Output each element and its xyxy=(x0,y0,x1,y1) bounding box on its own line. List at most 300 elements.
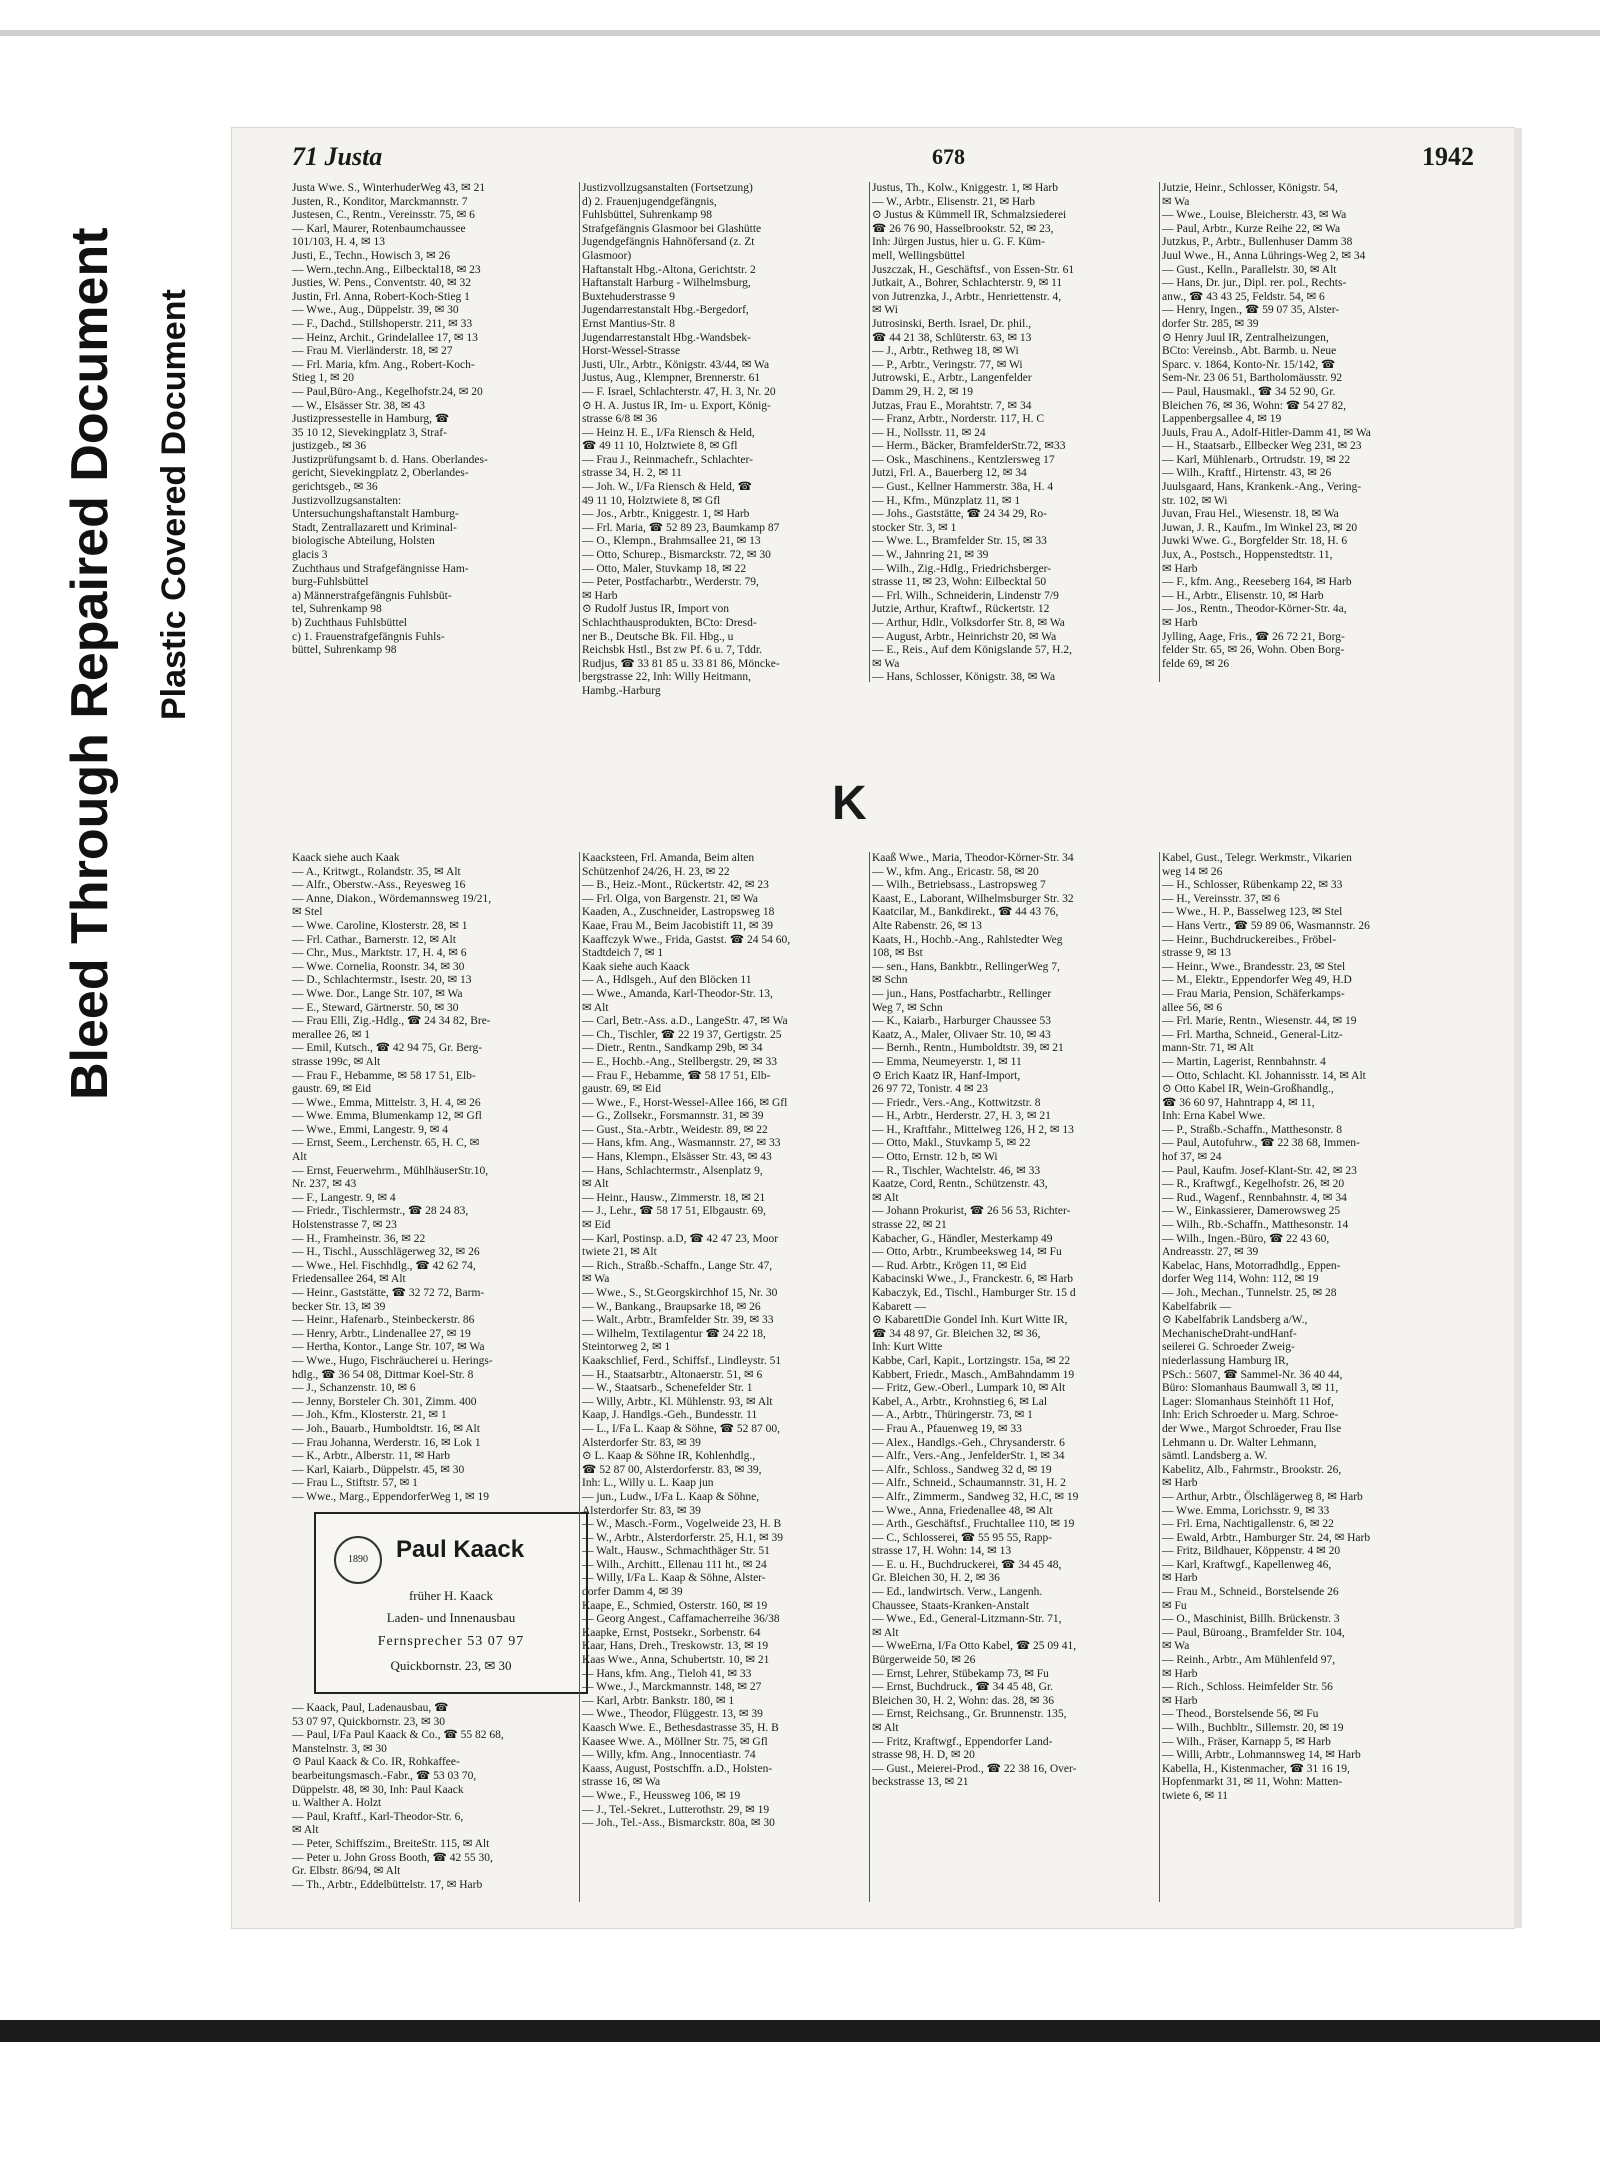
company-seal-icon: 1890 xyxy=(334,1536,382,1584)
directory-entry-line: Alsterdorfer Str. 83, ✉ 39 xyxy=(582,1504,701,1517)
directory-entry-line: gaustr. 69, ✉ Eid xyxy=(292,1083,371,1096)
directory-entry-line: Inh: L., Willy u. L. Kaap jun xyxy=(582,1477,714,1490)
directory-entry-line: Horst-Wessel-Strasse xyxy=(582,345,681,358)
directory-entry-line: — Reinh., Arbtr., Am Mühlenfeld 97, xyxy=(1162,1654,1336,1667)
directory-entry-line: — Heinr., Gaststätte, ☎ 32 72 72, Barm- xyxy=(292,1287,485,1299)
directory-entry-line: — Franz, Arbtr., Norderstr. 117, H. C xyxy=(872,413,1045,426)
directory-entry-line: — Walt., Hausw., Schmachthäger Str. 51 xyxy=(582,1545,770,1558)
directory-entry-line: ⊙ KabarettDie Gondel Inh. Kurt Witte IR, xyxy=(872,1314,1068,1327)
directory-entry-line: ☎ 36 60 97, Hahntrapp 4, ✉ 11, xyxy=(1162,1096,1315,1109)
directory-entry-line: — Georg Angest., Caffamacherreihe 36/38 xyxy=(582,1613,780,1626)
scan-bottom-edge xyxy=(0,2020,1600,2042)
directory-entry-line: — Wwe. L., Bramfelder Str. 15, ✉ 33 xyxy=(872,535,1047,548)
directory-entry-line: ⊙ Otto Kabel IR, Wein-Großhandlg., xyxy=(1162,1083,1334,1096)
directory-entry-line: Kaatze, Cord, Rentn., Schützenstr. 43, xyxy=(872,1178,1048,1191)
directory-entry-line: — Gust., Kellner Hammerstr. 38a, H. 4 xyxy=(872,481,1054,494)
directory-entry-line: — Rich., Schloss. Heimfelder Str. 56 xyxy=(1162,1681,1333,1694)
directory-entry-line: Jutzi, Frl. A., Bauerberg 12, ✉ 34 xyxy=(872,467,1027,480)
directory-entry-line: — Frau Elli, Zig.-Hdlg., ☎ 24 34 82, Bre- xyxy=(292,1015,491,1028)
directory-entry-line: — Theod., Borstelsende 56, ✉ Fu xyxy=(1162,1708,1319,1721)
directory-entry-line: — H., Framheinstr. 36, ✉ 22 xyxy=(292,1232,426,1245)
directory-entry-line: — G., Zollsekr., Forsmannstr. 31, ✉ 39 xyxy=(582,1110,764,1123)
directory-entry-line: Kabel, A., Arbtr., Krohnstieg 6, ✉ Lal xyxy=(872,1395,1048,1408)
directory-entry-line: Justizpressestelle in Hamburg, ☎ xyxy=(292,413,450,426)
directory-entry-line: — Ernst, Feuerwehrm., MühlhäuserStr.10, xyxy=(292,1164,489,1177)
directory-entry-line: Gr. Elbstr. 86/94, ✉ Alt xyxy=(292,1865,401,1878)
directory-entry-line: — Otto, Maler, Stuvkamp 18, ✉ 22 xyxy=(582,562,747,575)
directory-entry-line: ✉ Wa xyxy=(872,657,900,670)
directory-entry-line: merallee 26, ✉ 1 xyxy=(292,1028,370,1041)
directory-entry-line: — Frl. Maria, kfm. Ang., Robert-Koch- xyxy=(292,358,475,371)
directory-entry-line: 26 97 72, Tonistr. 4 ✉ 23 xyxy=(872,1083,988,1096)
directory-entry-line: Jutzkus, P., Arbtr., Bullenhuser Damm 38 xyxy=(1162,236,1353,249)
directory-entry-line: — Hans Vertr., ☎ 59 89 06, Wasmannstr. 26 xyxy=(1162,919,1370,932)
directory-entry-line: Sem-Nr. 23 06 51, Bartholomäusstr. 92 xyxy=(1162,372,1343,385)
directory-entry-line: strasse 16, ✉ Wa xyxy=(582,1776,661,1789)
directory-entry-line: — Joh., Mechan., Tunnelstr. 25, ✉ 28 xyxy=(1162,1287,1337,1299)
directory-entry-line: glacis 3 xyxy=(292,549,328,562)
directory-entry-line: ✉ Schn xyxy=(872,974,908,987)
directory-entry-line: — Karl, Arbtr. Bankstr. 180, ✉ 1 xyxy=(582,1694,735,1707)
directory-entry-line: Kabacher, G., Händler, Mesterkamp 49 xyxy=(872,1232,1053,1245)
bottom-column-3 xyxy=(872,852,1157,1912)
directory-entry-line: Juul Wwe., H., Anna Lührings-Weg 2, ✉ 34 xyxy=(1162,249,1366,262)
ad-company-name: Paul Kaack xyxy=(396,1536,525,1563)
directory-entry-line: — Jos., Arbtr., Kniggestr. 1, ✉ Harb xyxy=(582,508,750,521)
directory-entry-line: — Alfr., Schloss., Sandweg 32 d, ✉ 19 xyxy=(872,1463,1052,1476)
directory-entry-line: Kabella, H., Kistenmacher, ☎ 31 16 19, xyxy=(1162,1762,1350,1775)
directory-entry-line: Kabacinski Wwe., J., Franckestr. 6, ✉ Harb xyxy=(872,1273,1074,1286)
directory-entry-line: — Rich., Straßb.-Schaffn., Lange Str. 47, xyxy=(582,1259,773,1272)
directory-entry-line: — August, Arbtr., Heinrichstr 20, ✉ Wa xyxy=(872,630,1057,643)
scan-top-edge xyxy=(0,30,1600,36)
directory-entry-line: mann-Str. 71, ✉ Alt xyxy=(1162,1042,1254,1055)
directory-entry-line: ⊙ Erich Kaatz IR, Hanf-Import, xyxy=(872,1069,1021,1082)
bottom-column-1-continued xyxy=(292,1702,577,1912)
directory-entry-line: Justa Wwe. S., WinterhuderWeg 43, ✉ 21 xyxy=(292,182,486,194)
directory-entry-line: Kaack siehe auch Kaak xyxy=(292,852,400,864)
directory-entry-line: — Fritz, Kraftwgf., Eppendorfer Land- xyxy=(872,1735,1053,1748)
page-edge xyxy=(1514,128,1522,1928)
directory-entry-line: becker Str. 13, ✉ 39 xyxy=(292,1300,386,1313)
directory-entry-line: Kaaffczyk Wwe., Frida, Gastst. ☎ 24 54 60, xyxy=(582,933,791,946)
directory-entry-line: — Friedr., Tischlermstr., ☎ 28 24 83, xyxy=(292,1205,469,1218)
directory-entry-line: — Wwe., S., St.Georgskirchhof 15, Nr. 30 xyxy=(582,1287,778,1299)
directory-entry-line: — sen., Hans, Bankbtr., RellingerWeg 7, xyxy=(872,960,1060,973)
directory-entry-line: — Wwe., F., Horst-Wessel-Allee 166, ✉ Gfl xyxy=(582,1096,788,1109)
directory-entry-line: — Otto, Arbtr., Krumbeeksweg 14, ✉ Fu xyxy=(872,1246,1062,1259)
directory-entry-line: — Willy, Arbtr., Kl. Mühlenstr. 93, ✉ Alt xyxy=(582,1395,773,1408)
directory-entry-line: — Wwe., Theodor, Flüggestr. 13, ✉ 39 xyxy=(582,1708,763,1721)
directory-entry-line: — Peter, Postfacharbtr., Werderstr. 79, xyxy=(582,576,759,589)
directory-entry-line: Kaacksteen, Frl. Amanda, Beim alten xyxy=(582,852,755,864)
directory-entry-line: Lehmann u. Dr. Walter Lehmann, xyxy=(1162,1436,1317,1449)
directory-entry-line: — Karl, Kaiarb., Düppelstr. 45, ✉ 30 xyxy=(292,1463,465,1476)
directory-entry-line: ✉ Alt xyxy=(582,1178,609,1191)
directory-entry-line: ✉ Harb xyxy=(1162,1694,1198,1707)
directory-entry-line: — Frl. Marie, Rentn., Wiesenstr. 44, ✉ 19 xyxy=(1162,1015,1357,1028)
directory-entry-line: Jutkait, A., Bohrer, Schlachterstr. 9, ✉ 11 xyxy=(872,277,1063,290)
directory-entry-line: — Otto, Makl., Stuvkamp 5, ✉ 22 xyxy=(872,1137,1031,1150)
directory-entry-line: — O., Maschinist, Billh. Brückenstr. 3 xyxy=(1162,1613,1340,1626)
directory-entry-line: — Wwe. Caroline, Klosterstr. 28, ✉ 1 xyxy=(292,919,468,932)
directory-entry-line: ✉ Wa xyxy=(1162,195,1190,208)
directory-entry-line: — Wilh., Zig.-Hdlg., Friedrichsberger- xyxy=(872,562,1052,575)
directory-entry-line: Fuhlsbüttel, Suhrenkamp 98 xyxy=(582,209,713,222)
directory-entry-line: — Otto, Schurep., Bismarckstr. 72, ✉ 30 xyxy=(582,549,771,562)
directory-entry-line: — F., kfm. Ang., Reeseberg 164, ✉ Harb xyxy=(1162,576,1352,589)
directory-entry-line: ☎ 52 87 00, Alsterdorferstr. 83, ✉ 39, xyxy=(582,1463,762,1476)
directory-entry-line: 101/103, H. 4, ✉ 13 xyxy=(292,236,386,249)
directory-entry-line: hdlg., ☎ 36 54 08, Dittmar Koel-Str. 8 xyxy=(292,1368,474,1381)
directory-entry-line: — Paul, Autofuhrw., ☎ 22 38 68, Immen- xyxy=(1162,1137,1360,1150)
directory-entry-line: — Wwe., Hugo, Fischräucherei u. Herings- xyxy=(292,1354,493,1367)
directory-entry-line: Inh: Jürgen Justus, hier u. G. F. Küm- xyxy=(872,236,1045,249)
directory-entry-line: Büro: Slomanhaus Baumwall 3, ✉ 11, xyxy=(1162,1382,1339,1395)
directory-entry-line: — M., Elektr., Eppendorfer Weg 49, H.D xyxy=(1162,974,1352,987)
directory-entry-line: Justesen, C., Rentn., Vereinsstr. 75, ✉ 6 xyxy=(292,209,475,222)
column-rule xyxy=(579,182,580,682)
directory-entry-line: — J., Lehr., ☎ 58 17 51, Elbgaustr. 69, xyxy=(582,1205,766,1218)
directory-entry-line: — Wwe., Anna, Friedenallee 48, ✉ Alt xyxy=(872,1504,1053,1517)
directory-entry-line: — Kaack, Paul, Ladenausbau, ☎ xyxy=(292,1702,449,1714)
directory-entry-line: Inh: Kurt Witte xyxy=(872,1341,943,1354)
directory-entry-line: — Frl. Erna, Nachtigallenstr. 6, ✉ 22 xyxy=(1162,1518,1334,1531)
directory-entry-line: — Karl, Kraftwgf., Kapellenweg 46, xyxy=(1162,1558,1332,1571)
directory-entry-line: — Dietr., Rentn., Sandkamp 29b, ✉ 34 xyxy=(582,1042,763,1055)
directory-entry-line: — Heinz H. E., I/Fa Riensch & Held, xyxy=(582,426,755,439)
directory-entry-line: — F. Israel, Schlachterstr. 47, H. 3, Nr. 20 xyxy=(582,385,776,398)
column-rule xyxy=(1159,182,1160,682)
directory-entry-line: — Ernst, Lehrer, Stübekamp 73, ✉ Fu xyxy=(872,1667,1049,1680)
directory-entry-line: ✉ Wa xyxy=(1162,1640,1190,1653)
directory-entry-line: ✉ Harb xyxy=(1162,1667,1198,1680)
directory-entry-line: hof 37, ✉ 24 xyxy=(1162,1151,1222,1164)
directory-entry-line: — W., Jahnring 21, ✉ 39 xyxy=(872,549,989,562)
directory-entry-line: Juuls, Frau A., Adolf-Hitler-Damm 41, ✉ Wa xyxy=(1162,426,1371,439)
directory-entry-line: Alsterdorfer Str. 83, ✉ 39 xyxy=(582,1436,701,1449)
directory-entry-line: — W., Arbtr., Elisenstr. 21, ✉ Harb xyxy=(872,195,1035,208)
directory-entry-line: a) Männerstrafgefängnis Fuhlsbüt- xyxy=(292,589,452,602)
bottom-column-1 xyxy=(292,852,577,1503)
directory-entry-line: — Rud. Arbtr., Krögen 11, ✉ Eid xyxy=(872,1259,1027,1272)
directory-entry-line: mell, Wellingsbüttel xyxy=(872,249,965,262)
directory-entry-line: c) 1. Frauenstrafgefängnis Fuhls- xyxy=(292,630,445,643)
directory-entry-line: 49 11 10, Holztwiete 8, ✉ Gfl xyxy=(582,494,721,507)
directory-entry-line: Ernst Mantius-Str. 8 xyxy=(582,317,675,330)
directory-entry-line: — Wilhelm, Textilagentur ☎ 24 22 18, xyxy=(582,1327,766,1340)
directory-entry-line: — D., Schlachtermstr., Isestr. 20, ✉ 13 xyxy=(292,974,472,987)
directory-entry-line: — W., Staatsarb., Schenefelder Str. 1 xyxy=(582,1382,753,1395)
directory-entry-line: — Anne, Diakon., Wördemannsweg 19/21, xyxy=(292,892,492,905)
directory-entry-line: — Karl, Postinsp. a.D, ☎ 42 47 23, Moor xyxy=(582,1232,779,1245)
directory-entry-line: Jux, A., Postsch., Hoppenstedtstr. 11, xyxy=(1162,549,1333,562)
directory-entry-line: — E., Steward, Gärtnerstr. 50, ✉ 30 xyxy=(292,1001,459,1014)
directory-entry-line: Bürgerweide 50, ✉ 26 xyxy=(872,1654,976,1667)
column-rule xyxy=(1159,852,1160,1902)
directory-entry-line: — Joh. W., I/Fa Riensch & Held, ☎ xyxy=(582,481,752,494)
directory-entry-line: — H., Tischl., Ausschlägerweg 32, ✉ 26 xyxy=(292,1246,480,1259)
directory-entry-line: — W., Elsässer Str. 38, ✉ 43 xyxy=(292,399,425,412)
directory-entry-line: — Hans, Schlachtermstr., Alsenplatz 9, xyxy=(582,1164,763,1177)
directory-entry-line: — Frl. Olga, von Bargenstr. 21, ✉ Wa xyxy=(582,892,758,905)
directory-entry-line: — H., Arbtr., Herderstr. 27, H. 3, ✉ 21 xyxy=(872,1110,1051,1123)
directory-entry-line: — E. u. H., Buchdruckerei, ☎ 34 45 48, xyxy=(872,1558,1062,1571)
directory-entry-line: Jylling, Aage, Fris., ☎ 26 72 21, Borg- xyxy=(1162,630,1345,643)
directory-entry-line: — Joh., Bauarb., Humboldtstr. 16, ✉ Alt xyxy=(292,1422,480,1435)
directory-entry-line: ⊙ Kabelfabrik Landsberg a/W., xyxy=(1162,1314,1308,1327)
directory-entry-line: — Emma, Neumeyerstr. 1, ✉ 11 xyxy=(872,1055,1022,1068)
directory-entry-line: — Th., Arbtr., Eddelbüttelstr. 17, ✉ Harb xyxy=(292,1878,483,1891)
directory-entry-line: — Heinz, Archit., Grindelallee 17, ✉ 13 xyxy=(292,331,478,344)
directory-entry-line: Kaae, Frau M., Beim Jacobistift 11, ✉ 39 xyxy=(582,919,773,932)
directory-entry-line: — Wilh., Fräser, Karnapp 5, ✉ Harb xyxy=(1162,1735,1331,1748)
directory-entry-line: — Hans, Klempn., Elsässer Str. 43, ✉ 43 xyxy=(582,1151,772,1164)
directory-entry-line: — Heinr., Hausw., Zimmerstr. 18, ✉ 21 xyxy=(582,1191,766,1204)
directory-entry-line: 35 10 12, Sievekingplatz 3, Straf- xyxy=(292,426,447,439)
directory-entry-line: Steintorweg 2, ✉ 1 xyxy=(582,1341,671,1354)
directory-entry-line: felde 69, ✉ 26 xyxy=(1162,657,1230,670)
directory-entry-line: — Wilh., Betriebsass., Lastropsweg 7 xyxy=(872,879,1046,892)
directory-entry-line: — Jos., Rentn., Theodor-Körner-Str. 4a, xyxy=(1162,603,1347,616)
directory-entry-line: — W., Masch.-Form., Vogelweide 23, H. B xyxy=(582,1518,782,1531)
directory-entry-line: gerichtsgeb., ✉ 36 xyxy=(292,481,378,494)
directory-entry-line: ⊙ Paul Kaack & Co. IR, Rohkaffee- xyxy=(292,1756,460,1769)
directory-entry-line: — Paul,Büro-Ang., Kegelhofstr.24, ✉ 20 xyxy=(292,385,483,398)
directory-entry-line: Jutrowski, E., Arbtr., Langenfelder xyxy=(872,372,1032,385)
directory-entry-line: — Frau L., Stiftstr. 57, ✉ 1 xyxy=(292,1477,418,1490)
directory-entry-line: — F., Dachd., Stillshoperstr. 211, ✉ 33 xyxy=(292,317,473,330)
directory-entry-line: MechanischeDraht-undHanf- xyxy=(1162,1327,1297,1340)
directory-entry-line: Jugendarrestanstalt Hbg.-Bergedorf, xyxy=(582,304,749,317)
directory-entry-line: — Fritz, Gew.-Oberl., Lumpark 10, ✉ Alt xyxy=(872,1382,1066,1395)
directory-entry-line: — Carl, Betr.-Ass. a.D., LangeStr. 47, ✉ Wa xyxy=(582,1015,788,1028)
directory-entry-line: — A., Hdlsgeh., Auf den Blöcken 11 xyxy=(582,974,752,987)
directory-entry-line: burg-Fuhlsbüttel xyxy=(292,576,369,589)
directory-entry-line: tel, Suhrenkamp 98 xyxy=(292,603,382,616)
directory-entry-line: — H., Staatsarbtr., Altonaerstr. 51, ✉ 6 xyxy=(582,1368,763,1381)
directory-entry-line: — Otto, Ernstr. 12 b, ✉ Wi xyxy=(872,1151,998,1164)
directory-entry-line: Justi, E., Techn., Howisch 3, ✉ 26 xyxy=(292,249,451,262)
directory-entry-line: Haftanstalt Harburg - Wilhelmsburg, xyxy=(582,277,751,290)
directory-entry-line: Juwki Wwe. G., Borgfelder Str. 18, H. 6 xyxy=(1162,535,1348,548)
directory-entry-line: ☎ 49 11 10, Holztwiete 8, ✉ Gfl xyxy=(582,440,738,453)
directory-entry-line: Justen, R., Konditor, Marckmannstr. 7 xyxy=(292,195,468,208)
directory-entry-line: — Ewald, Arbtr., Hamburger Str. 24, ✉ Harb xyxy=(1162,1531,1371,1544)
directory-entry-line: — Henry, Ingen., ☎ 59 07 35, Alster- xyxy=(1162,304,1340,317)
directory-entry-line: — C., Schlosserei, ☎ 55 95 55, Rapp- xyxy=(872,1531,1053,1544)
directory-entry-line: — Willy, kfm. Ang., Innocentiastr. 74 xyxy=(582,1749,756,1762)
directory-entry-line: — Osk., Maschinens., Kentzlersweg 17 xyxy=(872,453,1055,466)
directory-entry-line: ✉ Alt xyxy=(872,1722,899,1734)
directory-entry-line: gaustr. 69, ✉ Eid xyxy=(582,1083,661,1096)
directory-entry-line: Untersuchungshaftanstalt Hamburg- xyxy=(292,508,459,521)
directory-entry-line: — Paul, Büroang., Bramfelder Str. 104, xyxy=(1162,1626,1345,1639)
directory-entry-line: — Ernst, Reichsang., Gr. Brunnenstr. 135, xyxy=(872,1708,1067,1721)
directory-entry-line: — J., Schanzenstr. 10, ✉ 6 xyxy=(292,1382,416,1395)
directory-entry-line: — Wwe., Hel. Fischhdlg., ☎ 42 62 74, xyxy=(292,1259,476,1272)
directory-entry-line: — H., Schlosser, Rübenkamp 22, ✉ 33 xyxy=(1162,879,1343,892)
directory-entry-line: — Frau J., Reinmachefr., Schlachter- xyxy=(582,453,753,466)
column-rule xyxy=(579,852,580,1902)
directory-entry-line: Justin, Frl. Anna, Robert-Koch-Stieg 1 xyxy=(292,290,470,303)
directory-entry-line: Lager: Slomanhaus Steinhöft 11 Hof, xyxy=(1162,1395,1334,1408)
directory-entry-line: 108, ✉ Bst xyxy=(872,947,923,960)
directory-entry-line: strasse 98, H. D, ✉ 20 xyxy=(872,1749,975,1762)
directory-entry-line: Kaapke, Ernst, Postsekr., Sorbenstr. 64 xyxy=(582,1626,761,1639)
ad-line: Laden- und Innenausbau xyxy=(386,1610,516,1625)
directory-entry-line: Kabarett — xyxy=(872,1300,926,1313)
directory-entry-line: — H., Kraftfahr., Mittelweg 126, H 2, ✉ 13 xyxy=(872,1123,1074,1136)
directory-entry-line: — jun., Ludw., I/Fa L. Kaap & Söhne, xyxy=(582,1490,760,1503)
directory-entry-line: Sparc. v. 1864, Konto-Nr. 15/142, ☎ xyxy=(1162,358,1336,371)
directory-entry-line: — Arthur, Arbtr., Ölschlägerweg 8, ✉ Harb xyxy=(1162,1490,1363,1503)
directory-entry-line: — Frau Johanna, Werderstr. 16, ✉ Lok 1 xyxy=(292,1436,481,1449)
directory-entry-line: Kaakschlief, Ferd., Schiffsf., Lindleystr. 51 xyxy=(582,1354,782,1367)
directory-entry-line: ⊙ H. A. Justus IR, Im- u. Export, König- xyxy=(582,399,771,412)
directory-entry-line: — Heinr., Buchdruckereibes., Fröbel- xyxy=(1162,933,1337,946)
directory-entry-line: weg 14 ✉ 26 xyxy=(1162,865,1223,878)
directory-entry-line: Düppelstr. 48, ✉ 30, Inh: Paul Kaack xyxy=(292,1783,464,1796)
directory-entry-line: — Herm., Bäcker, BramfelderStr.72, ✉33 xyxy=(872,440,1066,453)
directory-entry-line: — Frl. Cathar., Barnerstr. 12, ✉ Alt xyxy=(292,933,456,946)
directory-entry-line: — H., Staatsarb., Ellbecker Weg 231, ✉ 23 xyxy=(1162,440,1362,453)
directory-entry-line: Jutrosinski, Berth. Israel, Dr. phil., xyxy=(872,317,1032,330)
directory-entry-line: strasse 22, ✉ 21 xyxy=(872,1219,947,1232)
directory-entry-line: — Heinr., Wwe., Brandesstr. 23, ✉ Stel xyxy=(1162,960,1346,973)
directory-entry-line: — Wwe. Emma, Blumenkamp 12, ✉ Gfl xyxy=(292,1110,482,1123)
directory-entry-line: — A., Arbtr., Thüringerstr. 73, ✉ 1 xyxy=(872,1409,1033,1422)
directory-entry-line: strasse 17, H. Wohn: 14, ✉ 13 xyxy=(872,1545,1012,1558)
directory-entry-line: Kabelac, Hans, Motorradhdlg., Eppen- xyxy=(1162,1259,1341,1272)
directory-entry-line: — Wwe. Emma, Lorichsstr. 9, ✉ 33 xyxy=(1162,1504,1330,1517)
directory-entry-line: — Frl. Martha, Schneid., General-Litz- xyxy=(1162,1028,1343,1041)
directory-entry-line: Damm 29, H. 2, ✉ 19 xyxy=(872,385,973,398)
directory-entry-line: — Frau A., Pfauenweg 19, ✉ 33 xyxy=(872,1422,1022,1435)
directory-entry-line: — Wwe., Louise, Bleicherstr. 43, ✉ Wa xyxy=(1162,209,1347,222)
directory-entry-line: Andreasstr. 27, ✉ 39 xyxy=(1162,1246,1259,1259)
directory-entry-line: — Henry, Arbtr., Lindenallee 27, ✉ 19 xyxy=(292,1327,471,1340)
directory-entry-line: Kaasee Wwe. A., Möllner Str. 75, ✉ Gfl xyxy=(582,1735,768,1748)
bottom-column-4 xyxy=(1162,852,1452,1912)
directory-entry-line: Kaaß Wwe., Maria, Theodor-Körner-Str. 34 xyxy=(872,852,1074,864)
directory-entry-line: — Hans, Schlosser, Königstr. 38, ✉ Wa xyxy=(872,671,1056,684)
directory-entry-line: — W., kfm. Ang., Ericastr. 58, ✉ 20 xyxy=(872,865,1039,878)
ad-line: Quickbornstr. 23, ✉ 30 xyxy=(390,1658,512,1673)
directory-entry-line: Lappenbergsallee 4, ✉ 19 xyxy=(1162,413,1282,426)
directory-entry-line: Kabelitz, Alb., Fahrmstr., Brookstr. 26, xyxy=(1162,1463,1342,1476)
directory-entry-line: Hopfenmarkt 31, ✉ 11, Wohn: Matten- xyxy=(1162,1776,1343,1789)
top-column-2 xyxy=(582,182,867,722)
directory-entry-line: Kaasch Wwe. E., Bethesdastrasse 35, H. B xyxy=(582,1722,779,1734)
directory-entry-line: — Frau M. Vierländerstr. 18, ✉ 27 xyxy=(292,345,453,358)
running-head: 71 Justa xyxy=(292,142,383,171)
directory-entry-line: Kaas Wwe., Anna, Schubertstr. 10, ✉ 21 xyxy=(582,1654,770,1667)
top-column-4 xyxy=(1162,182,1452,722)
directory-entry-line: — Johs., Gaststätte, ☎ 24 34 29, Ro- xyxy=(872,508,1047,521)
directory-entry-line: Kaak siehe auch Kaack xyxy=(582,960,690,973)
directory-entry-line: biologische Abteilung, Holsten xyxy=(292,535,435,548)
directory-entry-line: — Ernst, Buchdruck., ☎ 34 45 48, Gr. xyxy=(872,1681,1054,1694)
directory-entry-line: — Wwe., Marg., EppendorferWeg 1, ✉ 19 xyxy=(292,1490,490,1503)
directory-entry-line: niederlassung Hamburg IR, xyxy=(1162,1354,1289,1367)
directory-entry-line: felder Str. 65, ✉ 26, Wohn. Oben Borg- xyxy=(1162,644,1345,657)
directory-entry-line: Chaussee, Staats-Kranken-Anstalt xyxy=(872,1599,1030,1612)
directory-entry-line: ✉ Harb xyxy=(1162,617,1198,629)
directory-entry-line: Kabaczyk, Ed., Tischl., Hamburger Str. 15 d xyxy=(872,1287,1076,1299)
directory-entry-line: — B., Heiz.-Mont., Rückertstr. 42, ✉ 23 xyxy=(582,879,769,892)
directory-entry-line: — P., Arbtr., Veringstr. 77, ✉ Wi xyxy=(872,358,1023,371)
directory-entry-line: Kaats, H., Hochb.-Ang., Rahlstedter Weg xyxy=(872,933,1063,946)
directory-entry-line: — Karl, Mühlenarb., Ortrudstr. 19, ✉ 22 xyxy=(1162,453,1351,466)
directory-entry-line: — R., Kraftwgf., Kegelhofstr. 26, ✉ 20 xyxy=(1162,1178,1345,1191)
directory-entry-line: Weg 7, ✉ Schn xyxy=(872,1001,943,1014)
directory-entry-line: — H., Arbtr., Elisenstr. 10, ✉ Harb xyxy=(1162,589,1324,602)
directory-entry-line: Bleichen 76, ✉ 36, Wohn: ☎ 54 27 82, xyxy=(1162,399,1347,412)
directory-entry-line: — Hertha, Kontor., Lange Str. 107, ✉ Wa xyxy=(292,1341,485,1354)
directory-entry-line: — R., Tischler, Wachtelstr. 46, ✉ 33 xyxy=(872,1164,1041,1177)
directory-entry-line: Bleichen 30, H. 2, Wohn: das. 28, ✉ 36 xyxy=(872,1694,1054,1707)
directory-page xyxy=(232,128,1514,1928)
directory-entry-line: Justus, Aug., Klempner, Brennerstr. 61 xyxy=(582,372,761,385)
directory-entry-line: — Arth., Geschäftsf., Fruchtallee 110, ✉ 19 xyxy=(872,1518,1075,1531)
directory-entry-line: Friedensallee 264, ✉ Alt xyxy=(292,1273,406,1286)
directory-entry-line: Justi, Ulr., Arbtr., Königstr. 43/44, ✉ Wa xyxy=(582,358,770,371)
directory-entry-line: — Wwe., Ed., General-Litzmann-Str. 71, xyxy=(872,1613,1062,1626)
directory-entry-line: Hambg.-Harburg xyxy=(582,684,661,697)
directory-entry-line: twiete 21, ✉ Alt xyxy=(582,1246,657,1259)
directory-entry-line: Alte Rabenstr. 26, ✉ 13 xyxy=(872,919,982,932)
directory-entry-line: — Alfr., Oberstw.-Ass., Reyesweg 16 xyxy=(292,879,466,892)
directory-entry-line: ✉ Harb xyxy=(1162,1477,1198,1490)
directory-entry-line: u. Walther A. Holzt xyxy=(292,1797,382,1810)
directory-entry-line: — Alfr., Zimmerm., Sandweg 32, H.C, ✉ 19 xyxy=(872,1490,1079,1503)
directory-entry-line: Kaast, E., Laborant, Wilhelmsburger Str. 32 xyxy=(872,892,1074,905)
directory-entry-line: Kaatcilar, M., Bankdirekt., ☎ 44 43 76, xyxy=(872,906,1059,919)
directory-entry-line: ✉ Alt xyxy=(292,1824,319,1837)
directory-entry-line: stocker Str. 3, ✉ 1 xyxy=(872,521,957,534)
directory-entry-line: ⊙ Rudolf Justus IR, Import von xyxy=(582,603,730,616)
directory-entry-line: strasse 199c, ✉ Alt xyxy=(292,1055,381,1068)
directory-entry-line: bergstrasse 22, Inh: Willy Heitmann, xyxy=(582,671,752,684)
directory-entry-line: Schlachthausprodukten, BCto: Dresd- xyxy=(582,617,757,629)
directory-entry-line: dorfer Str. 285, ✉ 39 xyxy=(1162,317,1259,330)
directory-entry-line: Jutzie, Arthur, Kraftwf., Rückertstr. 12 xyxy=(872,603,1050,616)
directory-entry-line: anw., ☎ 43 43 25, Feldstr. 54, ✉ 6 xyxy=(1162,290,1325,303)
directory-entry-line: ✉ Wa xyxy=(582,1273,610,1286)
directory-entry-line: — jun., Hans, Postfacharbtr., Rellinger xyxy=(872,987,1052,1000)
directory-entry-line: — Ernst, Seem., Lerchenstr. 65, H. C, ✉ xyxy=(292,1137,480,1150)
ad-line: Fernsprecher 53 07 97 xyxy=(377,1634,525,1649)
directory-entry-line: Juszczak, H., Geschäftsf., von Essen-Str. 61 xyxy=(872,263,1075,276)
ad-line: früher H. Kaack xyxy=(408,1588,494,1603)
column-rule xyxy=(869,182,870,682)
directory-entry-line: — Johann Prokurist, ☎ 26 56 53, Richter- xyxy=(872,1205,1071,1218)
directory-entry-line: strasse 11, ✉ 23, Wohn: Eilbecktal 50 xyxy=(872,576,1047,589)
directory-entry-line: Kabel, Gust., Telegr. Werkmstr., Vikarien xyxy=(1162,852,1352,864)
directory-entry-line: — Wilh., Buchbltr., Sillemstr. 20, ✉ 19 xyxy=(1162,1722,1344,1734)
directory-entry-line: — Paul, Kraftf., Karl-Theodor-Str. 6, xyxy=(292,1810,464,1823)
column-rule xyxy=(869,852,870,1902)
directory-entry-line: Kaar, Hans, Dreh., Treskowstr. 13, ✉ 19 xyxy=(582,1640,769,1653)
directory-entry-line: — Hans, kfm. Ang., Wasmannstr. 27, ✉ 33 xyxy=(582,1137,781,1150)
directory-entry-line: — Emil, Kutsch., ☎ 42 94 75, Gr. Berg- xyxy=(292,1042,483,1055)
bottom-column-2 xyxy=(582,852,867,1912)
directory-entry-line: Kabbert, Friedr., Masch., AmBahndamm 19 xyxy=(872,1368,1075,1381)
directory-entry-line: — J., Arbtr., Rethweg 18, ✉ Wi xyxy=(872,345,1019,358)
directory-entry-line: — Jenny, Borsteler Ch. 301, Zimm. 400 xyxy=(292,1395,477,1408)
directory-entry-line: Justizvollzugsanstalten (Fortsetzung) xyxy=(582,182,753,194)
